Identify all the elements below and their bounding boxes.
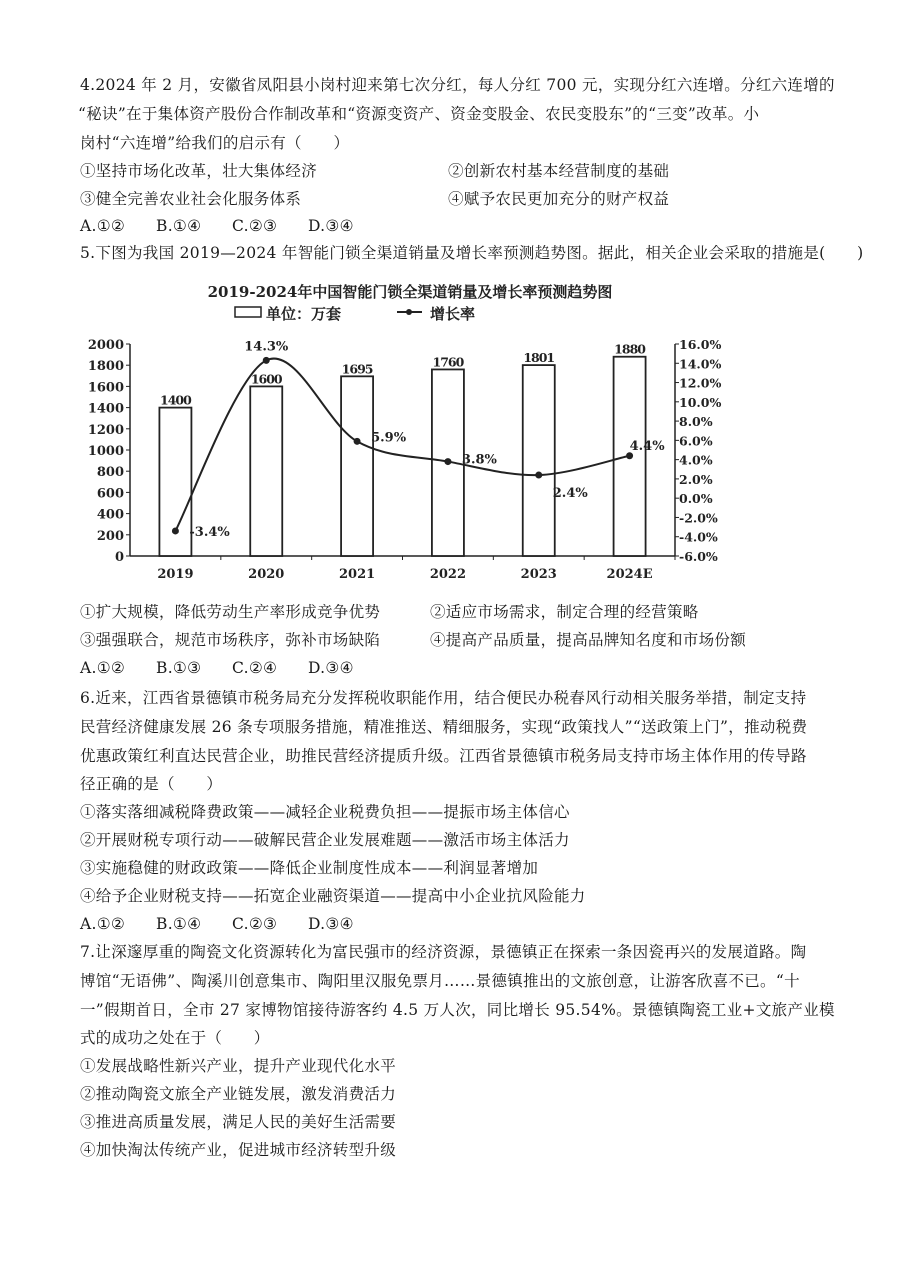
growth-rate-label: 14.3% [244, 339, 289, 355]
left-tick-label: 400 [96, 507, 124, 523]
option-3: ③健全完善农业社会化服务体系 [80, 190, 302, 208]
answer-d: D.③④ [308, 217, 354, 235]
right-tick-label: 10.0% [679, 394, 722, 410]
x-tick-label: 2020 [248, 567, 285, 582]
option-1: ①坚持市场化改革，壮大集体经济 [80, 162, 318, 180]
bar [250, 386, 282, 556]
left-tick-label: 0 [114, 550, 124, 565]
right-tick-label: 2.0% [679, 471, 713, 487]
answer-c: C.②③ [232, 915, 278, 933]
right-tick-label: 12.0% [679, 375, 722, 391]
growth-rate-label: 4.4% [629, 438, 665, 454]
option-1: ①扩大规模，降低劳动生产率形成竞争优势 [80, 603, 381, 621]
answer-choices [80, 658, 384, 678]
chart-title: 2019-2024年中国智能门锁全渠道销量及增长率预测趋势图 [207, 283, 613, 301]
option-4: ④赋予农民更加充分的财产权益 [448, 190, 670, 208]
question-5-stem-line: 5.下图为我国 2019—2024 年智能门锁全渠道销量及增长率预测趋势图。据此，相关企业会采取的措施是( ) [80, 244, 864, 262]
option-1: ①落实落细减税降费政策——减轻企业税费负担——提振市场主体信心 [80, 803, 570, 821]
answer-c: C.②③ [232, 217, 278, 235]
legend-line-label: 增长率 [430, 305, 476, 323]
growth-rate-label: 2.4% [552, 486, 588, 502]
option-3: ③实施稳健的财政政策——降低企业制度性成本——利润显著增加 [80, 859, 539, 877]
question-4-stem-line: “秘诀”在于集体资产股份合作制改革和“资源变资产、资金变股金、农民变股东”的“三变”改革。小 [78, 105, 760, 123]
question-7-stem-line: 博馆“无语佛”、陶溪川创意集市、陶阳里汉服免票月……景德镇推出的文旅创意，让游客欣喜不已。“十 [80, 972, 800, 990]
option-3: ③强强联合，规范市场秩序，弥补市场缺陷 [80, 631, 381, 649]
answer-b: B.①③ [156, 659, 202, 677]
answer-a: A.①② [80, 915, 126, 933]
bar [523, 365, 555, 556]
option-2: ②开展财税专项行动——破解民营企业发展难题——激活市场主体活力 [80, 831, 570, 849]
growth-rate-point [172, 527, 179, 534]
right-tick-label: 0.0% [679, 491, 713, 507]
x-tick-label: 2022 [429, 567, 467, 582]
right-tick-label: 14.0% [679, 356, 722, 372]
growth-rate-label: 3.8% [461, 452, 497, 468]
legend-bar-label: 单位：万套 [266, 305, 342, 323]
bar-value-label: 1600 [250, 371, 282, 387]
growth-rate-point [535, 472, 542, 479]
option-2: ②推动陶瓷文旅全产业链发展，激发消费活力 [80, 1085, 397, 1103]
left-tick-label: 1600 [87, 380, 124, 396]
growth-rate-point [263, 357, 270, 364]
answer-a: A.①② [80, 659, 126, 677]
right-tick-label: -6.0% [679, 549, 718, 564]
left-tick-label: 1400 [87, 401, 124, 417]
question-6-stem-line: 6.近来，江西省景德镇市税务局充分发挥税收职能作用，结合便民办税春风行动相关服务举措，制定支持 [80, 689, 807, 707]
option-2: ②创新农村基本经营制度的基础 [448, 162, 670, 180]
left-tick-label: 1000 [87, 444, 124, 459]
option-4: ④给予企业财税支持——拓宽企业融资渠道——提高中小企业抗风险能力 [80, 887, 586, 905]
bar-value-label: 1880 [614, 341, 645, 357]
option-row [80, 161, 670, 181]
right-tick-label: -2.0% [679, 510, 718, 526]
question-6-stem-line: 径正确的是（ ） [80, 775, 223, 793]
question-7-stem-line: 式的成功之处在于（ ） [80, 1029, 270, 1047]
left-tick-label: 2000 [87, 338, 124, 353]
option-row [80, 602, 699, 622]
answer-c: C.②④ [232, 659, 278, 677]
question-7-stem-line: 一”假期首日，全市 27 家博物馆接待游客约 4.5 万人次，同比增长 95.54%。景德镇陶瓷工业+文旅产业模 [80, 1001, 835, 1019]
question-7-stem-line: 7.让深邃厚重的陶瓷文化资源转化为富民强市的经济资源，景德镇正在探索一条因瓷再兴的发展道路。陶 [80, 943, 807, 961]
legend-bar-swatch [235, 307, 261, 317]
bar-value-label: 1760 [432, 354, 464, 370]
sales-growth-chart [80, 270, 722, 590]
answer-choices [80, 914, 384, 934]
question-6-stem-line: 优惠政策红利直达民营企业，助推民营经济提质升级。江西省景德镇市税务局支持市场主体作用的传导路 [80, 747, 807, 765]
growth-rate-point [444, 458, 451, 465]
bar [341, 376, 373, 556]
legend-line-marker [406, 309, 412, 315]
left-tick-label: 1800 [87, 359, 124, 375]
option-row [80, 189, 670, 209]
x-tick-label: 2024E [606, 567, 653, 582]
option-4: ④提高产品质量，提高品牌知名度和市场份额 [430, 631, 747, 649]
question-4-stem-line: 岗村“六连增”给我们的启示有（ ） [80, 134, 350, 152]
x-tick-label: 2021 [338, 567, 376, 582]
question-4-stem-line: 4.2024 年 2 月，安徽省凤阳县小岗村迎来第七次分红，每人分红 700 元，实现分红六连增。分红六连增的 [80, 76, 835, 94]
answer-d: D.③④ [308, 659, 354, 677]
answer-a: A.①② [80, 217, 126, 235]
option-row [80, 630, 747, 650]
right-tick-label: 16.0% [679, 337, 722, 352]
x-tick-label: 2023 [520, 567, 557, 582]
answer-b: B.①④ [156, 217, 202, 235]
left-tick-label: 800 [96, 465, 124, 481]
right-tick-label: -4.0% [679, 529, 718, 545]
right-tick-label: 4.0% [679, 452, 713, 468]
left-tick-label: 1200 [87, 422, 124, 438]
right-tick-label: 8.0% [679, 414, 713, 430]
question-6-stem-line: 民营经济健康发展 26 条专项服务措施，精准推送、精细服务，实现“政策找人”“送政策上门”，推动税费 [80, 718, 808, 736]
option-3: ③推进高质量发展，满足人民的美好生活需要 [80, 1113, 397, 1131]
bar-value-label: 1801 [523, 350, 555, 366]
option-1: ①发展战略性新兴产业，提升产业现代化水平 [80, 1057, 397, 1075]
right-tick-label: 6.0% [679, 433, 713, 449]
answer-d: D.③④ [308, 915, 354, 933]
answer-choices [80, 216, 384, 236]
growth-rate-label: 5.9% [371, 430, 407, 446]
option-2: ②适应市场需求，制定合理的经营策略 [430, 603, 699, 621]
answer-b: B.①④ [156, 915, 202, 933]
left-tick-label: 600 [96, 486, 124, 502]
bar-value-label: 1400 [160, 392, 191, 408]
growth-rate-point [354, 438, 361, 445]
x-tick-label: 2019 [157, 567, 194, 582]
option-4: ④加快淘汰传统产业，促进城市经济转型升级 [80, 1141, 397, 1159]
growth-rate-label: -3.4% [189, 524, 230, 540]
bar-value-label: 1695 [341, 361, 373, 377]
left-tick-label: 200 [96, 528, 124, 544]
chart-legend [235, 305, 475, 323]
